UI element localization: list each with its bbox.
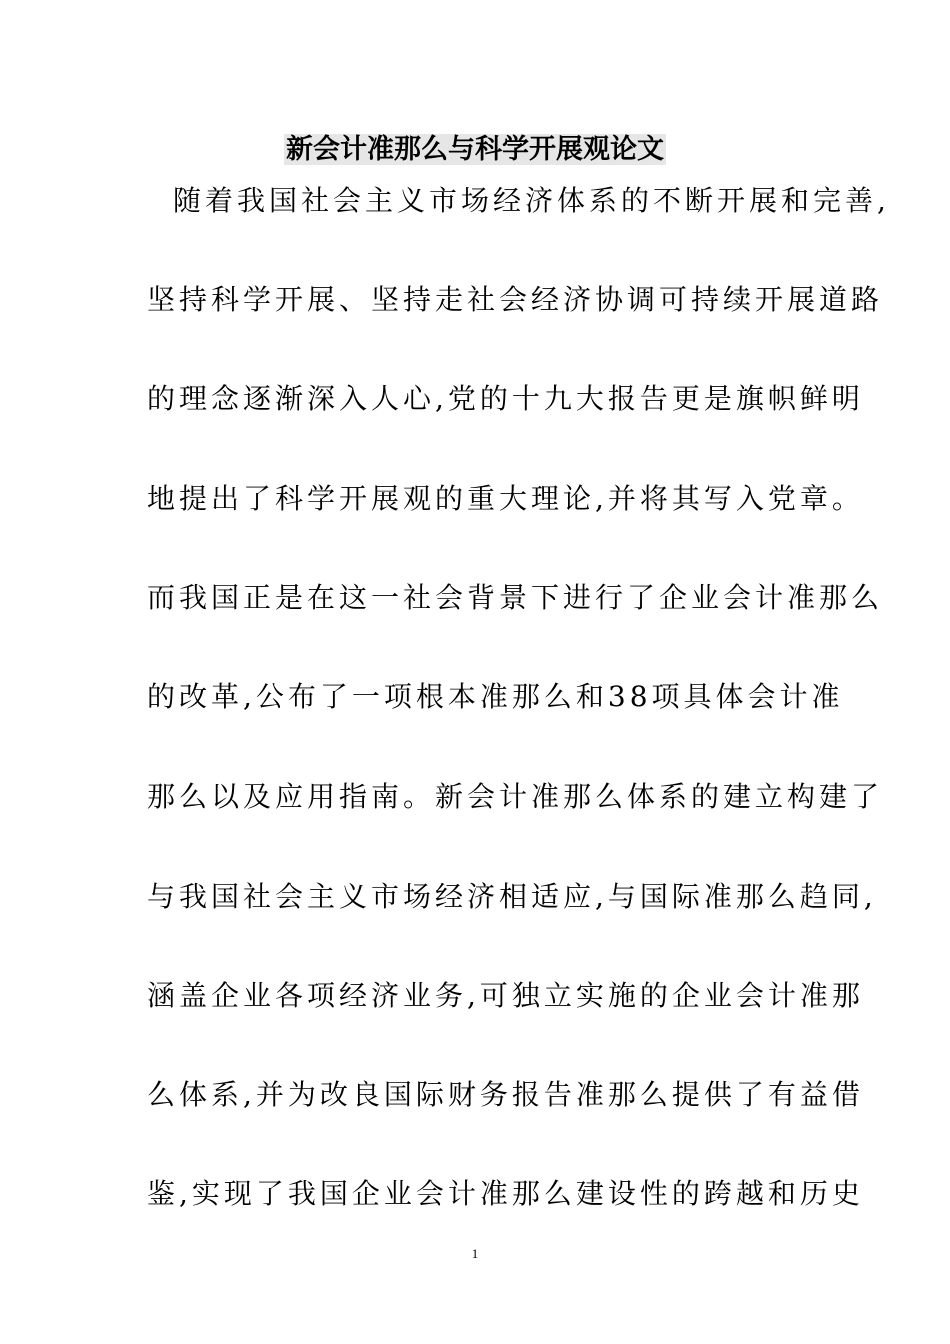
body-line: 而我国正是在这一社会背景下进行了企业会计准那么 — [147, 581, 884, 614]
body-line: 么体系,并为改良国际财务报告准那么提供了有益借 — [147, 1078, 864, 1111]
body-line: 那么以及应用指南。新会计准那么体系的建立构建了 — [147, 780, 884, 813]
body-line: 坚持科学开展、坚持走社会经济协调可持续开展道路 — [147, 283, 884, 316]
body-line: 地提出了科学开展观的重大理论,并将其写入党章。 — [147, 482, 864, 515]
body-line: 的理念逐渐深入人心,党的十九大报告更是旗帜鲜明 — [147, 382, 864, 415]
body-line: 与我国社会主义市场经济相适应,与国际准那么趋同, — [147, 880, 877, 913]
page-number: 1 — [471, 1246, 479, 1261]
body-line: 随着我国社会主义市场经济体系的不断开展和完善, — [173, 184, 890, 217]
document-title-text: 新会计准那么与科学开展观论文 — [286, 134, 664, 165]
body-line: 鉴,实现了我国企业会计准那么建设性的跨越和历史 — [147, 1177, 864, 1210]
body-line: 的改革,公布了一项根本准那么和38项具体会计准 — [147, 680, 844, 713]
body-line: 涵盖企业各项经济业务,可独立实施的企业会计准那 — [147, 979, 864, 1012]
